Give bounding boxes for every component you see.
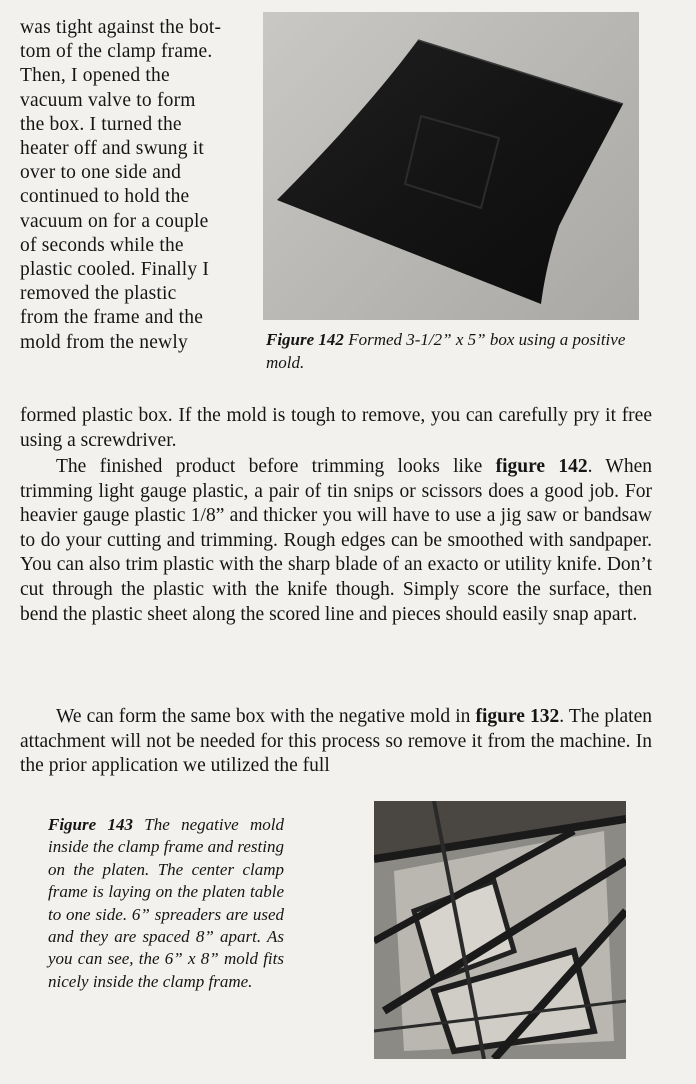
- text-line: vacuum valve to form: [20, 89, 196, 111]
- text-run: We can form the same box with the negative mold in: [56, 706, 476, 727]
- text-line: was tight against the bot-: [20, 17, 222, 38]
- paragraph-text: formed plastic box. If the mold is tough to remove, you can carefully pry it free using a screwdriver.: [20, 405, 652, 451]
- text-line: from the frame and the: [20, 307, 204, 329]
- formed-plastic-box-illustration: [263, 12, 639, 320]
- figure-reference: figure 142: [495, 456, 588, 477]
- caption-text: Formed 3-1/2” x 5” box using a positive mold.: [266, 330, 626, 372]
- text-run: . When trimming light gauge plastic, a pair of tin snips or scissors does a good job. For heavier gauge plastic 1/8” and thicker you will have to use a jig saw or bandsaw to do your cutting and trimming. Rough edges can be smoothed with sandpaper. You can also trim plastic with the sharp blade of an exacto or utility knife. Don’t cut through the plastic with the knife though. Simply score the surface, then bend the plastic sheet along the scored line and pieces should easily snap apart.: [20, 456, 652, 625]
- clamp-frame-illustration: [374, 801, 626, 1059]
- paragraph-two: [20, 455, 652, 627]
- text-run: The finished product before trimming looks like: [56, 456, 496, 477]
- paragraph-continuation: [20, 404, 652, 453]
- text-line: tom of the clamp frame.: [20, 41, 213, 63]
- figure-143-photo: [374, 801, 626, 1059]
- figure-label: Figure 143: [48, 815, 133, 834]
- text-run: . The platen attachment will not be needed for this process so remove it from the machine. In the prior application we utilized the full: [20, 706, 652, 777]
- figure-label: Figure 142: [266, 330, 344, 349]
- text-line: the box. I turned the: [20, 113, 182, 135]
- caption-text: The negative mold inside the clamp frame and resting on the platen. The center clamp frame is laying on the platen table to one side. 6” spreaders are used and they are spaced 8” apart. As you can see, the 6” x 8” mold fits nicely inside the clamp frame.: [48, 815, 284, 991]
- text-line: plastic cooled. Finally I: [20, 259, 210, 281]
- left-column-text: [20, 16, 242, 355]
- figure-143-caption: [48, 814, 284, 993]
- text-line: vacuum on for a couple: [20, 210, 209, 232]
- text-line: over to one side and: [20, 162, 182, 184]
- paragraph-text: [20, 705, 652, 779]
- paragraph-text: [20, 455, 652, 627]
- figure-142-caption: [266, 328, 646, 374]
- paragraph-three: [20, 705, 652, 779]
- figure-reference: figure 132: [475, 706, 560, 727]
- text-line: Then, I opened the: [20, 65, 170, 87]
- text-line: of seconds while the: [20, 234, 184, 256]
- figure-142-photo: [263, 12, 639, 320]
- text-line: mold from the newly: [20, 331, 188, 353]
- text-line: heater off and swung it: [20, 138, 205, 160]
- text-line: removed the plastic: [20, 283, 177, 305]
- text-line: continued to hold the: [20, 186, 190, 208]
